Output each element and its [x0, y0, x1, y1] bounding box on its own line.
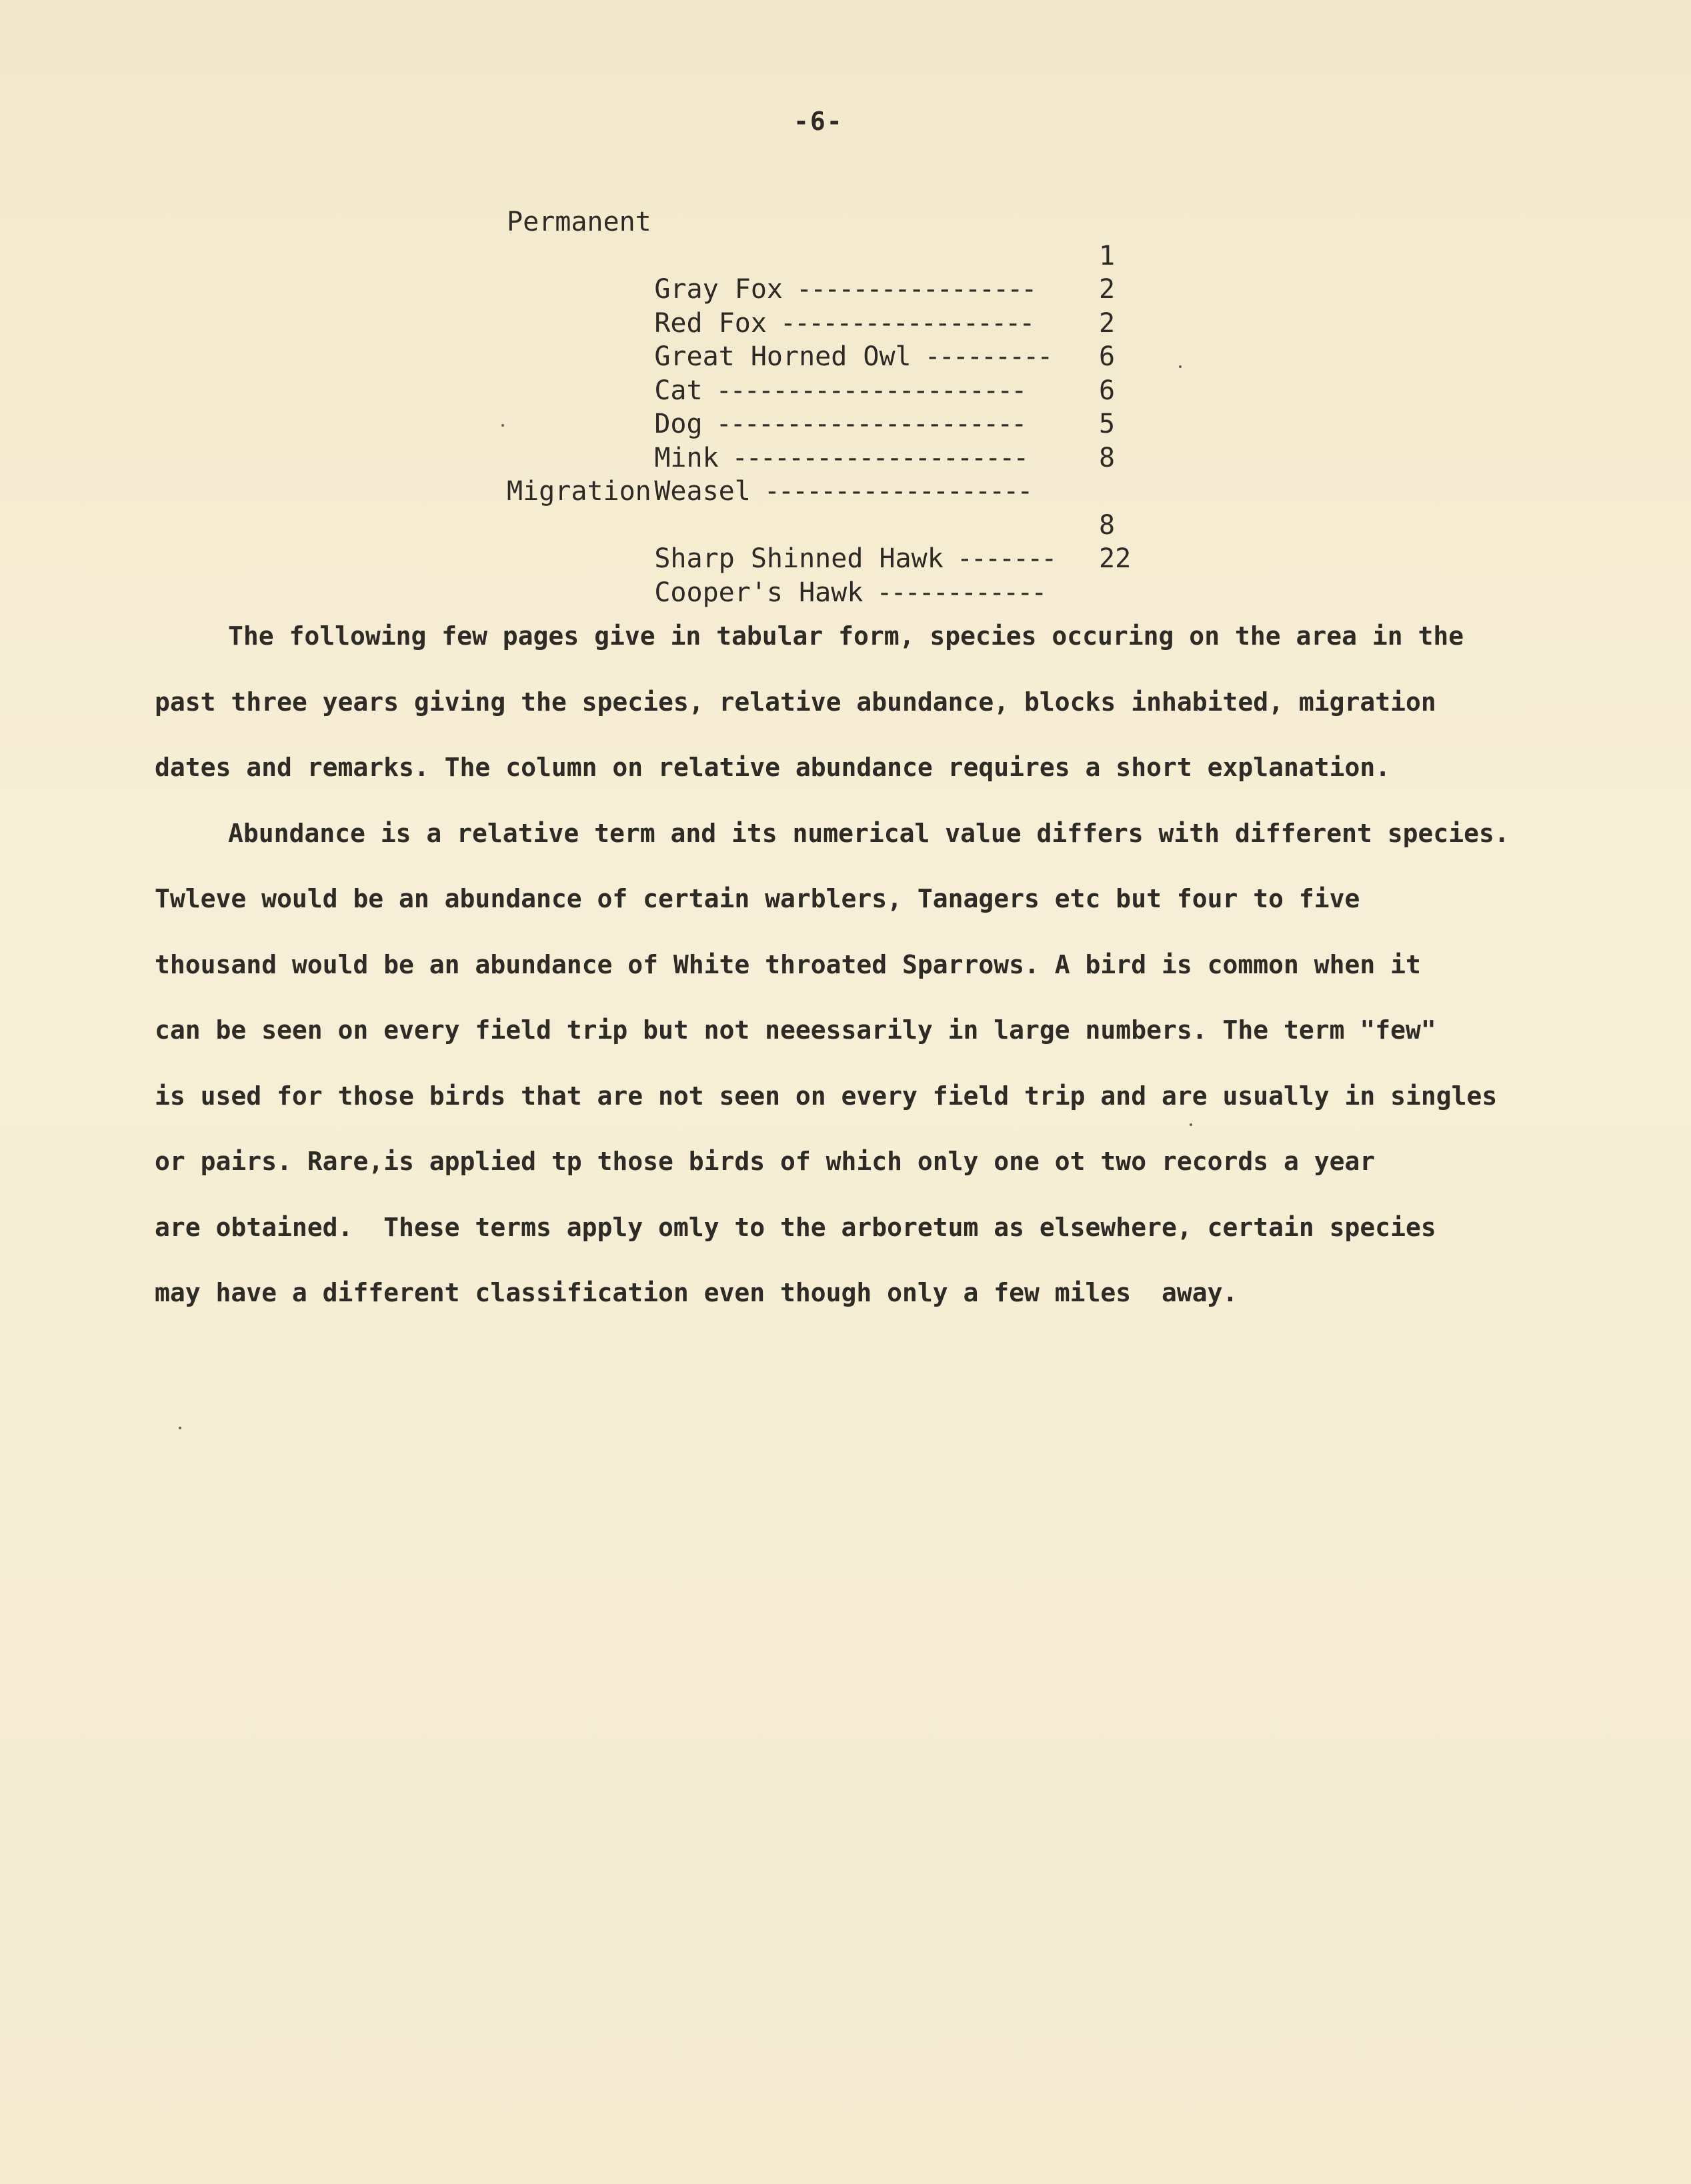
body-line: thousand would be an abundance of White throated Sparrows. A bird is common when it	[155, 949, 1421, 979]
paper-speck	[179, 1427, 181, 1429]
leader-dashes: ----------------------	[715, 375, 1026, 406]
paper-speck	[1179, 365, 1182, 368]
body-paragraphs	[155, 603, 1655, 1326]
leader-dashes: -----------------	[795, 274, 1036, 305]
leader-dashes: ---------	[924, 341, 1052, 372]
body-line: past three years giving the species, relative abundance, blocks inhabited, migration	[155, 687, 1436, 717]
species-count: 2	[1099, 274, 1116, 305]
body-line: dates and remarks. The column on relative abundance requires a short explanation.	[155, 753, 1391, 782]
tally-row	[507, 407, 1147, 473]
species-count: 6	[1099, 341, 1116, 372]
body-line: The following few pages give in tabular form, species occuring on the area in the	[228, 621, 1464, 651]
leader-dashes: ----------------------	[715, 409, 1026, 439]
body-line: are obtained. These terms apply omly to the arboretum as elsewhere, certain species	[155, 1212, 1436, 1242]
species-count: 2	[1099, 307, 1116, 339]
tally-row	[507, 239, 1147, 305]
leader-dashes: ---------------------	[731, 442, 1028, 473]
species-name: Weasel	[654, 476, 751, 507]
body-line: may have a different classification even though only a few miles away.	[155, 1278, 1238, 1307]
page-number: -6-	[793, 107, 843, 136]
tally-row	[507, 542, 1147, 608]
tally-row	[507, 340, 1147, 406]
group-heading-migration: Migration	[507, 476, 651, 507]
species-count: 8	[1099, 442, 1116, 473]
species-name: Red Fox	[654, 307, 767, 339]
species-name: Cooper's Hawk	[654, 577, 864, 608]
paper-speck	[501, 424, 504, 427]
species-count: 22	[1099, 543, 1132, 574]
body-line: can be seen on every field trip but not neeessarily in large numbers. The term "few"	[155, 1015, 1436, 1045]
group-heading-permanent: Permanent	[507, 207, 651, 237]
species-name: Dog	[654, 409, 703, 439]
species-count: 8	[1099, 509, 1116, 541]
leader-dashes: -------------------	[763, 476, 1032, 507]
paper-speck	[1190, 1123, 1192, 1126]
species-name: Mink	[654, 442, 719, 473]
species-count: 5	[1099, 409, 1116, 439]
leader-dashes: -------	[956, 543, 1056, 574]
tally-row	[507, 307, 1147, 372]
tally-row	[507, 273, 1147, 339]
body-line: or pairs. Rare,is applied tp those birds of which only one ot two records a year	[155, 1147, 1376, 1176]
species-name: Sharp Shinned Hawk	[654, 543, 944, 574]
species-name: Gray Fox	[654, 274, 783, 305]
body-line: is used for those birds that are not seen on every field trip and are usually in singles	[155, 1081, 1498, 1111]
species-name: Great Horned Owl	[654, 341, 912, 372]
species-name: Cat	[654, 375, 703, 406]
leader-dashes: ------------------	[779, 307, 1034, 339]
species-count: 1	[1099, 240, 1116, 271]
predator-tally	[507, 205, 1147, 608]
leader-dashes: ------------	[876, 577, 1046, 608]
body-line: Twleve would be an abundance of certain warblers, Tanagers etc but four to five	[155, 884, 1360, 913]
body-line: Abundance is a relative term and its numerical value differs with different species.	[228, 818, 1510, 848]
species-count: 6	[1099, 375, 1116, 406]
tally-row	[507, 374, 1147, 439]
